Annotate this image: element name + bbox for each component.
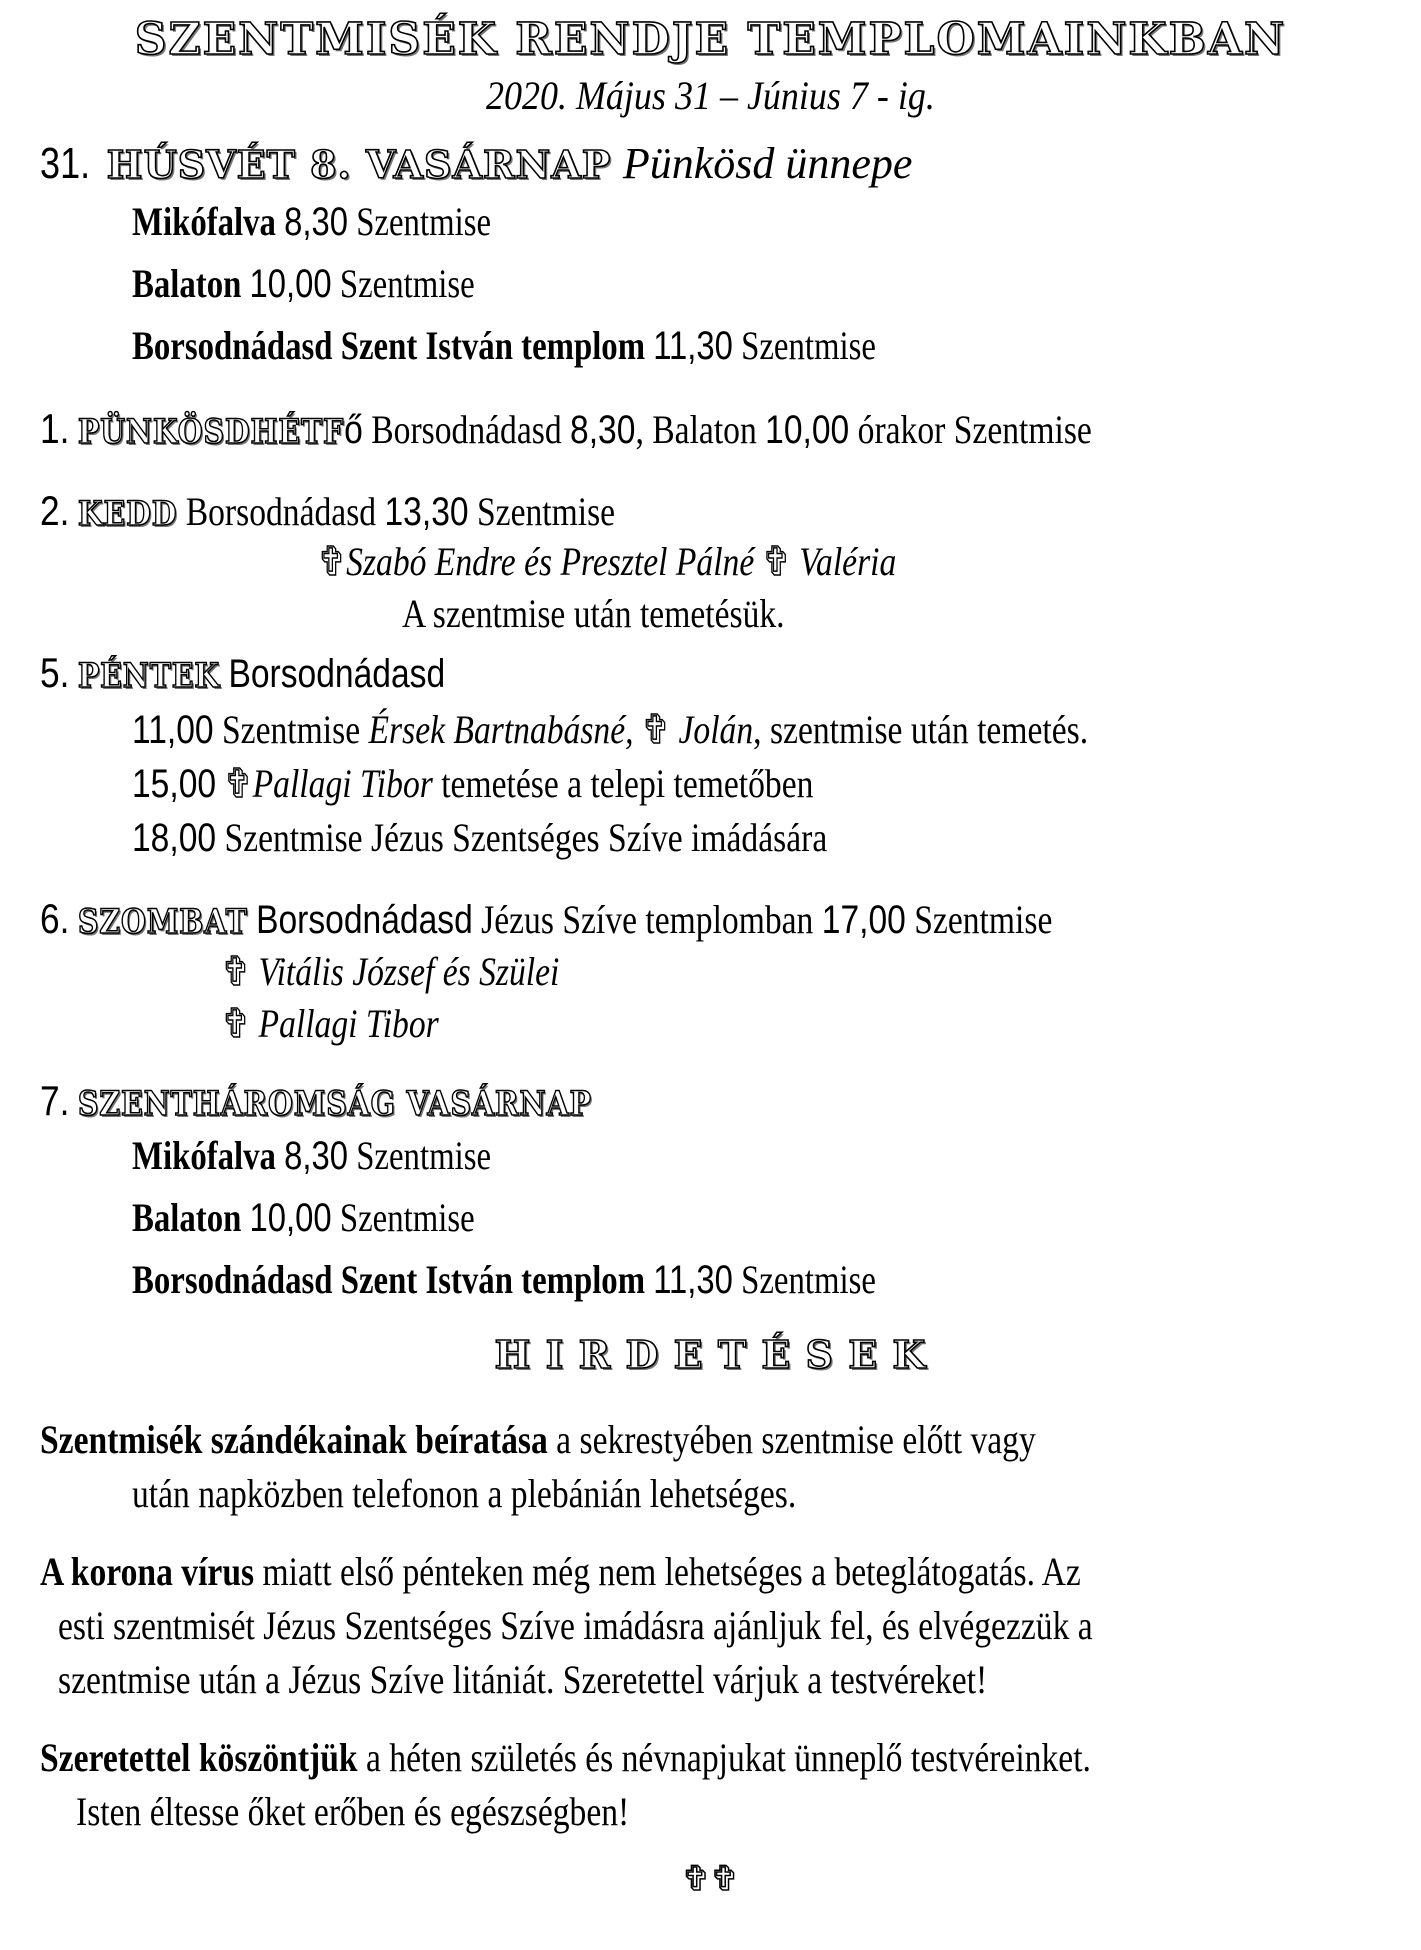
mass-time: 11,00 [132, 708, 214, 752]
mass-label: Szentmise [914, 897, 1053, 942]
cross-icon: ✞ [222, 1001, 251, 1047]
day-number: 7. [40, 1077, 70, 1124]
mass-label: Szentmise [741, 1257, 876, 1302]
intention-name: Jolán [678, 707, 754, 752]
mass-entry [132, 707, 1270, 753]
mass-intention [222, 1001, 480, 1047]
page-title [0, 14, 1421, 65]
mass-entry [132, 323, 1039, 368]
day-name: HÚSVÉT 8. VASÁRNAP [106, 142, 612, 187]
mass-time: 8,30 [284, 200, 348, 244]
day-31-heading [40, 140, 912, 186]
day-2-heading [40, 487, 725, 534]
mass-description: Szentmise Jézus Szentséges Szíve imádására [224, 815, 828, 860]
mass-entry [132, 261, 550, 306]
announcement-lead: Szeretettel köszöntjük [40, 1735, 358, 1780]
intention-name: Szabó Endre és Presztel Pálné [346, 539, 755, 584]
announcement-text: a sekrestyében szentmise előtt vagy [556, 1417, 1036, 1462]
mass-entry [132, 1133, 570, 1178]
mass-label: órakor Szentmise [857, 407, 1092, 452]
announcement-item-continued [76, 1789, 735, 1834]
mass-place: Borsodnádasd [371, 407, 562, 452]
title-text: SZENTMISÉK RENDJE TEMPLOMAINKBAN [134, 14, 1287, 65]
funeral-entry [132, 761, 943, 807]
mass-place: Mikófalva [132, 1133, 276, 1178]
cross-icon: ✞ [641, 707, 671, 753]
mass-entry [132, 199, 570, 244]
announcement-item-continued [58, 1657, 1164, 1702]
mass-note: , szentmise után temetés. [753, 707, 1089, 752]
mass-time: 11,30 [653, 324, 733, 368]
intention-name: Pallagi Tibor [258, 1001, 439, 1046]
church-name: Jézus Szíve templomban [481, 897, 814, 942]
day-name: SZOMBAT [77, 902, 248, 942]
mass-place: Borsodnádasd Szent István templom [132, 1257, 646, 1302]
announcements-heading [0, 1332, 1421, 1377]
day-name: PÉNTEK [77, 656, 221, 696]
day-number: 31. [40, 139, 91, 188]
mass-place: Balaton [132, 1195, 242, 1240]
day-7-heading [40, 1077, 697, 1124]
mass-label: Szentmise [476, 489, 616, 534]
mass-time: 13,30 [384, 490, 469, 534]
mass-entry [132, 1257, 1039, 1302]
announcement-text: után napközben telefonon a plebánián lehetséges. [132, 1471, 797, 1516]
mass-time: 8,30 [284, 1134, 348, 1178]
announcement-text: esti szentmisét Jézus Szentséges Szíve imádásra ajánljuk fel, és elvégezzük a [58, 1603, 1093, 1648]
day-number: 5. [40, 649, 70, 696]
announcement-item-continued [132, 1471, 923, 1516]
mass-label: Szentmise [356, 199, 492, 244]
day-number: 1. [40, 405, 70, 452]
event-time: 15,00 [132, 762, 217, 806]
mass-place: Mikófalva [132, 199, 276, 244]
mass-label: Szentmise [339, 1195, 475, 1240]
cross-icon: ✞ [224, 761, 253, 807]
intention-name: Vitális József és Szülei [258, 949, 560, 994]
mass-intention [222, 949, 624, 995]
day-name: PÜNKÖSDHÉTF [77, 412, 345, 452]
date-range [0, 73, 1421, 118]
mass-entry [132, 815, 960, 860]
mass-time: 10,00 [765, 408, 850, 452]
date-range-text: 2020. Május 31 – Június 7 - ig. [486, 73, 935, 118]
announcement-lead: A korona vírus [40, 1549, 255, 1594]
announcement-text: a héten születés és névnapjukat ünneplő testvéreinket. [365, 1735, 1091, 1780]
mass-note [402, 591, 857, 636]
mass-place: Borsodnádasd [228, 652, 446, 696]
day-5-heading [40, 649, 522, 696]
mass-label: Szentmise [339, 261, 475, 306]
mass-place: Borsodnádasd [185, 489, 377, 534]
mass-time: 11,30 [653, 1258, 733, 1302]
mass-time: 8,30 [570, 408, 636, 452]
day-name: SZENTHÁROMSÁG VASÁRNAP [77, 1084, 592, 1124]
mass-entry [132, 1195, 550, 1240]
mass-place: Balaton [132, 261, 242, 306]
announcement-text: miatt első pénteken még nem lehetséges a beteglátogatás. Az [262, 1549, 1081, 1594]
mass-label: Szentmise [741, 323, 876, 368]
event-description: temetése a telepi temetőben [441, 761, 814, 806]
announcement-item [40, 1735, 1291, 1780]
mass-time: 10,00 [249, 262, 332, 306]
cross-icon: ✞ [762, 539, 791, 585]
announcements-heading-text: H I R D E T É S E K [494, 1332, 927, 1377]
announcement-text: szentmise után a Jézus Szíve litániát. Szeretettel várjuk a testvéreket! [58, 1657, 988, 1702]
day-6-heading [40, 895, 1245, 942]
day-number: 2. [40, 487, 70, 534]
announcement-item [40, 1417, 1225, 1462]
intention-name: Valéria [799, 539, 897, 584]
deceased-name: Pallagi Tibor [252, 761, 433, 806]
feast-name: Pünkösd ünnepe [622, 139, 913, 188]
announcement-lead: Szentmisék szándékainak beíratása [40, 1417, 548, 1462]
day-number: 6. [40, 895, 70, 942]
mass-place: Borsodnádasd [256, 898, 473, 942]
cross-icon: ✞ [318, 539, 347, 585]
day-name-tail: ő [344, 408, 363, 452]
mass-intention [318, 539, 1006, 585]
mass-time: 17,00 [821, 898, 906, 942]
cross-icon: ✞ [222, 949, 251, 995]
announcement-item-continued [58, 1603, 1290, 1648]
separator: , [635, 407, 644, 452]
day-1-heading [40, 405, 1292, 452]
mass-place: Balaton [652, 407, 757, 452]
double-cross-icon: ✞✞ [682, 1859, 739, 1899]
footer-crosses [0, 1859, 1421, 1899]
mass-time: 18,00 [132, 816, 217, 860]
note-text: A szentmise után temetésük. [402, 591, 785, 636]
announcement-text: Isten éltesse őket erőben és egészségben! [76, 1789, 630, 1834]
intention-name: Érsek Bartnabásné, [368, 707, 634, 752]
mass-label: Szentmise [221, 707, 361, 752]
mass-label: Szentmise [356, 1133, 492, 1178]
mass-time: 10,00 [249, 1196, 332, 1240]
mass-place: Borsodnádasd Szent István templom [132, 323, 646, 368]
day-name: KEDD [77, 494, 178, 534]
announcement-item [40, 1549, 1279, 1594]
